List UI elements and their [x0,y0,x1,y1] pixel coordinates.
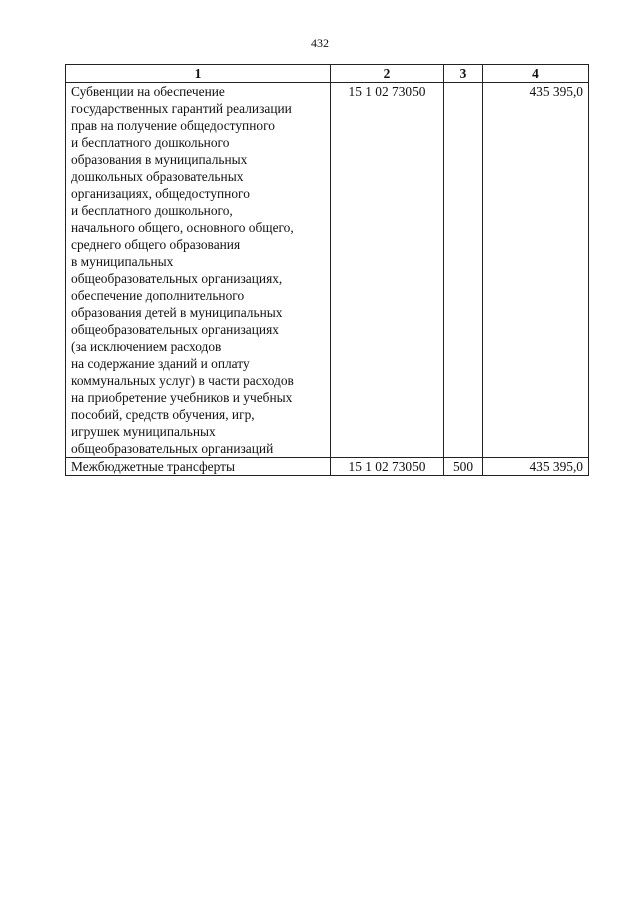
description-line: коммунальных услуг) в части расходов [71,373,294,388]
table-row [66,458,589,476]
budget-table [65,64,589,476]
row-type: 500 [444,458,483,476]
description-line: общеобразовательных организаций [71,441,274,456]
column-header-1: 1 [66,65,331,83]
description-line: в муниципальных [71,254,174,269]
description-line: пособий, средств обучения, игр, [71,407,255,422]
row-description [66,458,331,476]
description-line: и бесплатного дошкольного [71,135,230,150]
description-line: на приобретение учебников и учебных [71,390,293,405]
description-line: (за исключением расходов [71,339,222,354]
row-code: 15 1 02 73050 [331,458,444,476]
column-header-4: 4 [483,65,589,83]
description-line: общеобразовательных организациях, [71,271,283,286]
row-amount: 435 395,0 [483,83,589,458]
description-line: игрушек муниципальных [71,424,216,439]
table-row [66,83,589,458]
description-line: прав на получение общедоступного [71,118,275,133]
row-amount: 435 395,0 [483,458,589,476]
description-line: государственных гарантий реализации [71,101,292,116]
description-line: на содержание зданий и оплату [71,356,250,371]
description-line: дошкольных образовательных [71,169,244,184]
description-line: Субвенции на обеспечение [71,84,225,99]
description-line: организациях, общедоступного [71,186,250,201]
row-code: 15 1 02 73050 [331,83,444,458]
description-line: образования в муниципальных [71,152,248,167]
description-line: и бесплатного дошкольного, [71,203,233,218]
description-line: образования детей в муниципальных [71,305,283,320]
row-type [444,83,483,458]
column-header-3: 3 [444,65,483,83]
column-header-2: 2 [331,65,444,83]
description-line: общеобразовательных организациях [71,322,279,337]
description-line: обеспечение дополнительного [71,288,245,303]
description-line: Межбюджетные трансферты [71,459,235,474]
row-description [66,83,331,458]
description-line: среднего общего образования [71,237,241,252]
description-line: начального общего, основного общего, [71,220,294,235]
page-number: 432 [311,36,329,50]
table-header-row [66,65,589,83]
